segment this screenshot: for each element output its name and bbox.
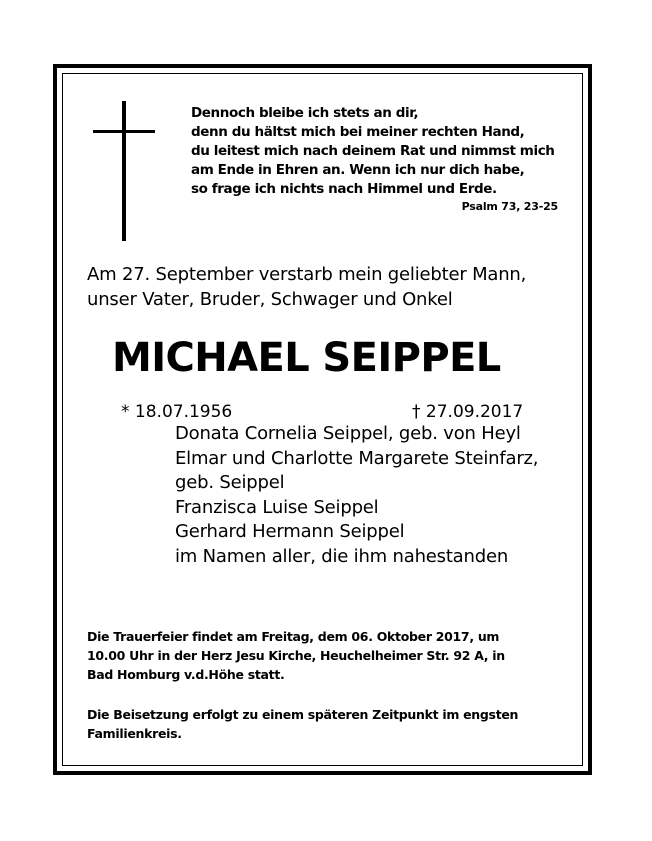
cross-vertical-bar xyxy=(122,101,126,241)
psalm-verse xyxy=(191,104,571,199)
funeral-service-info xyxy=(87,627,567,684)
mourner-line: Elmar und Charlotte Margarete Steinfarz, xyxy=(175,447,539,469)
death-date: † 27.09.2017 xyxy=(412,402,524,422)
mourner-line: Gerhard Hermann Seippel xyxy=(175,521,405,542)
verse-line: so frage ich nichts nach Himmel und Erde. xyxy=(191,181,497,197)
verse-line: am Ende in Ehren an. Wenn ich nur dich habe, xyxy=(191,162,525,178)
mourner-line: geb. Seippel xyxy=(175,472,285,493)
mourner-line: Donata Cornelia Seippel, geb. von Heyl xyxy=(175,423,521,444)
funeral-line: Die Trauerfeier findet am Freitag, dem 06. Oktober 2017, um xyxy=(87,629,500,644)
cross-icon xyxy=(93,101,155,241)
psalm-reference: Psalm 73, 23-25 xyxy=(461,200,558,213)
mourners-list xyxy=(175,422,538,569)
funeral-line: Bad Homburg v.d.Höhe statt. xyxy=(87,667,285,682)
death-announcement xyxy=(87,262,567,312)
burial-line: Familienkreis. xyxy=(87,726,182,741)
deceased-name: MICHAEL SEIPPEL xyxy=(112,335,501,381)
birth-date: * 18.07.1956 xyxy=(121,402,233,422)
obituary-frame xyxy=(53,64,592,775)
funeral-line: 10.00 Uhr in der Herz Jesu Kirche, Heuchelheimer Str. 92 A, in xyxy=(87,648,505,663)
verse-line: du leitest mich nach deinem Rat und nimmst mich xyxy=(191,143,555,159)
mourner-line: im Namen aller, die ihm nahestanden xyxy=(175,545,509,567)
verse-line: denn du hältst mich bei meiner rechten Hand, xyxy=(191,124,525,140)
verse-line: Dennoch bleibe ich stets an dir, xyxy=(191,105,419,121)
cross-horizontal-bar xyxy=(93,130,155,133)
announcement-line: Am 27. September verstarb mein geliebter Mann, xyxy=(87,264,527,285)
announcement-line: unser Vater, Bruder, Schwager und Onkel xyxy=(87,289,453,310)
burial-info xyxy=(87,705,567,743)
burial-line: Die Beisetzung erfolgt zu einem späteren Zeitpunkt im engsten xyxy=(87,707,519,722)
mourner-line: Franzisca Luise Seippel xyxy=(175,496,379,518)
